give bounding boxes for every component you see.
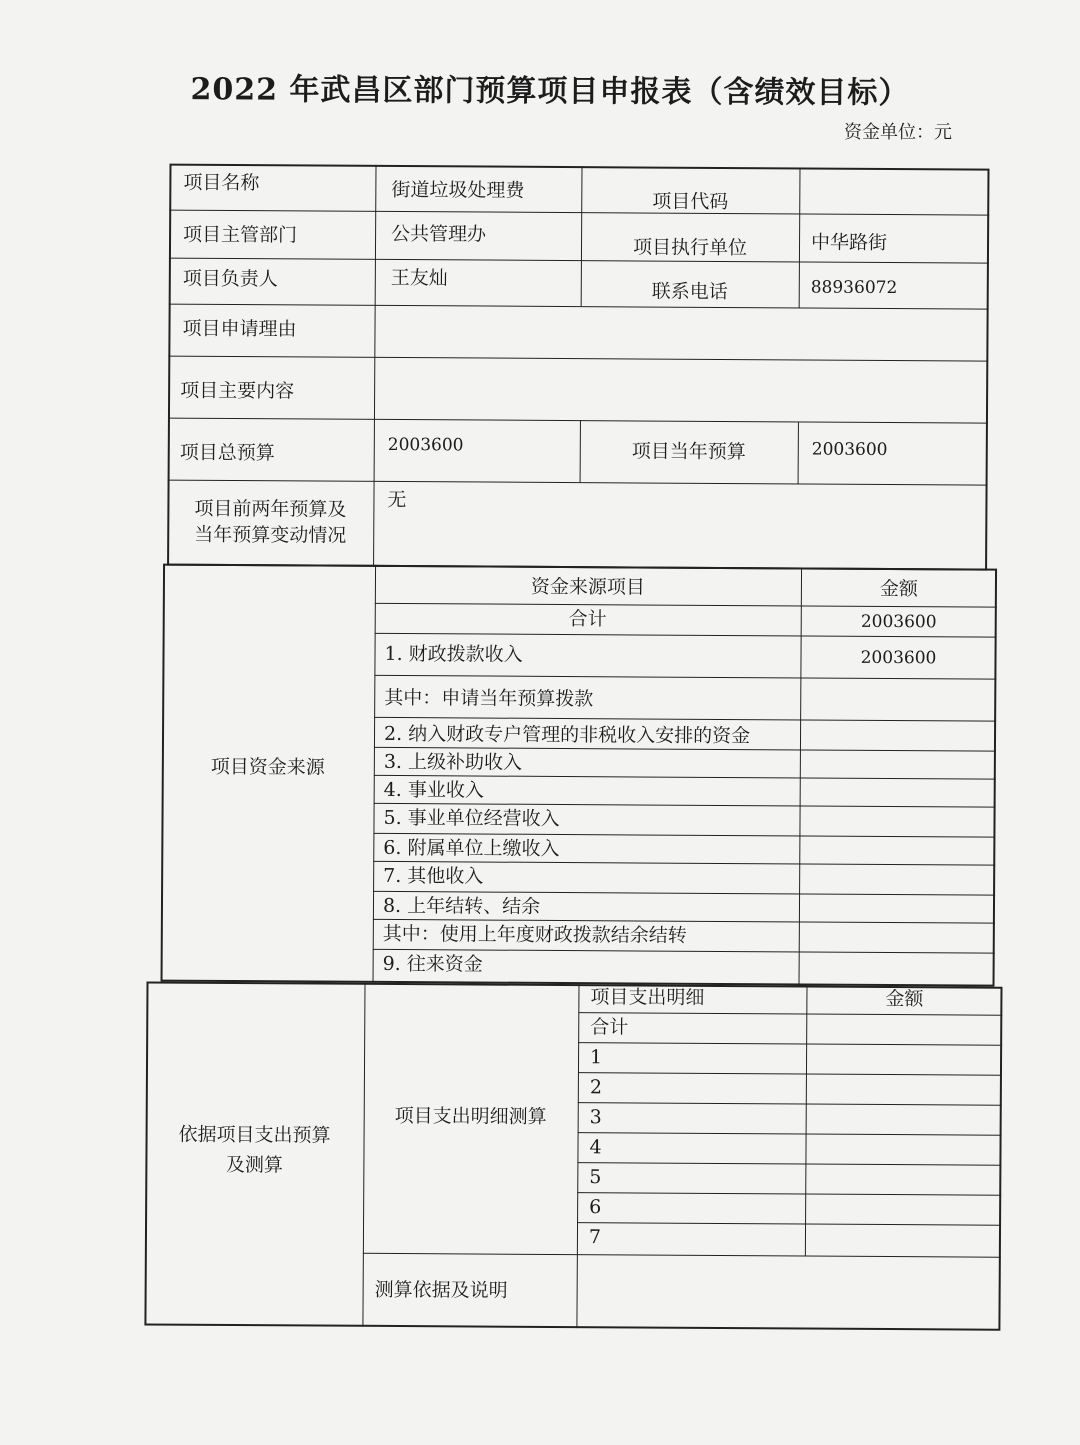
project-code-label: 项目代码 <box>652 190 729 214</box>
funding-row-label: 其中：申请当年预算拨款 <box>384 686 594 711</box>
expense-row-label: 7 <box>588 1226 602 1249</box>
phone-value: 88936072 <box>810 277 898 299</box>
project-name-label: 项目名称 <box>183 171 260 195</box>
funding-row-label: 2. 纳入财政专户管理的非税收入安排的资金 <box>383 722 751 748</box>
funding-col-item: 资金来源项目 <box>530 575 646 599</box>
expense-section-label-1: 依据项目支出预算 <box>178 1123 331 1147</box>
page-title: 2022 年武昌区部门预算项目申报表（含绩效目标） <box>190 72 910 111</box>
funding-row-label: 7. 其他收入 <box>383 864 484 888</box>
phone-label: 联系电话 <box>651 280 728 304</box>
year-budget-value: 2003600 <box>811 439 888 460</box>
funding-row-label: 3. 上级补助收入 <box>383 750 523 774</box>
content-label: 项目主要内容 <box>180 379 295 403</box>
exec-unit-label: 项目执行单位 <box>632 236 748 260</box>
funding-row-label: 其中：使用上年度财政拨款结余结转 <box>382 922 687 947</box>
expense-col-amount: 金额 <box>885 987 924 1011</box>
funding-row-label: 4. 事业收入 <box>383 778 484 802</box>
funding-section-label: 项目资金来源 <box>210 755 325 779</box>
expense-row-label: 合计 <box>590 1016 629 1039</box>
funding-row-label: 6. 附属单位上缴收入 <box>383 836 560 860</box>
expense-row-label: 3 <box>589 1106 602 1129</box>
funding-row-label: 8. 上年结转、结余 <box>382 894 541 918</box>
funding-row-amount: 2003600 <box>860 647 937 669</box>
reason-label: 项目申请理由 <box>182 317 297 341</box>
expense-section-label-2: 及测算 <box>225 1153 283 1177</box>
funding-row-label: 1. 财政拨款收入 <box>384 642 523 666</box>
total-budget-value: 2003600 <box>387 434 464 456</box>
expense-row-label: 1 <box>589 1046 603 1069</box>
year-budget-label: 项目当年预算 <box>631 440 746 464</box>
expense-detail-label: 项目支出明细测算 <box>394 1104 547 1128</box>
currency-unit: 资金单位：元 <box>844 122 952 143</box>
calc-basis-label: 测算依据及说明 <box>374 1278 508 1302</box>
budget-change-value: 无 <box>387 488 407 512</box>
expense-row-label: 6 <box>589 1196 602 1219</box>
total-budget-label: 项目总预算 <box>179 441 275 465</box>
funding-row-label: 5. 事业单位经营收入 <box>383 806 560 830</box>
expense-row-label: 5 <box>589 1166 602 1189</box>
dept-value: 公共管理办 <box>391 222 487 246</box>
project-name-value: 街道垃圾处理费 <box>391 178 525 202</box>
funding-row-label: 9. 往来资金 <box>382 952 483 976</box>
leader-label: 项目负责人 <box>182 267 278 291</box>
leader-value: 王友灿 <box>390 266 448 290</box>
expense-col-detail: 项目支出明细 <box>590 986 705 1009</box>
funding-row-label: 合计 <box>568 608 607 631</box>
budget-change-label-2: 当年预算变动情况 <box>194 523 347 547</box>
funding-col-amount: 金额 <box>879 577 918 601</box>
funding-row-amount: 2003600 <box>860 611 937 633</box>
expense-row-label: 4 <box>589 1136 602 1159</box>
exec-unit-value: 中华路街 <box>810 231 888 254</box>
expense-row-label: 2 <box>589 1076 603 1099</box>
budget-change-label-1: 项目前两年预算及 <box>194 497 347 521</box>
dept-label: 项目主管部门 <box>183 223 298 247</box>
